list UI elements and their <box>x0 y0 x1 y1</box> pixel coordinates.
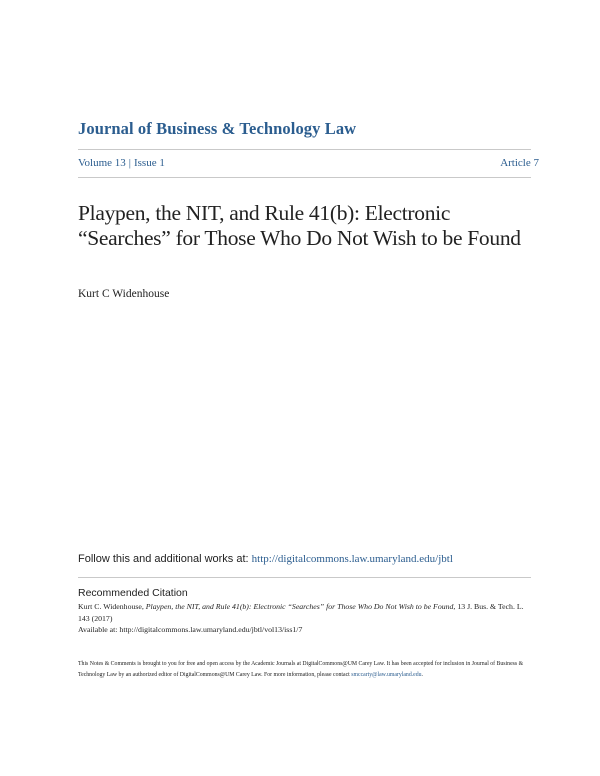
recommended-citation-heading: Recommended Citation <box>78 587 188 599</box>
divider <box>78 577 531 578</box>
divider <box>78 149 531 150</box>
issue-link[interactable]: Issue 1 <box>133 157 165 169</box>
follow-link[interactable]: http://digitalcommons.law.umaryland.edu/jbtl <box>251 553 453 565</box>
author-name[interactable]: Kurt C Widenhouse <box>78 288 170 300</box>
divider <box>78 177 531 178</box>
citation-available-at: Available at: http://digitalcommons.law.umaryland.edu/jbtl/vol13/iss1/7 <box>78 625 303 635</box>
journal-title[interactable]: Journal of Business & Technology Law <box>78 119 357 138</box>
citation-author: Kurt C. Widenhouse, <box>78 602 146 611</box>
footer-note <box>78 659 538 680</box>
article-number-link[interactable]: Article 7 <box>500 157 539 169</box>
article-title[interactable]: Playpen, the NIT, and Rule 41(b): Electronic “Searches” for Those Who Do Not Wish to be Found <box>78 201 521 250</box>
issue-row <box>78 157 539 173</box>
follow-text: Follow this and additional works at: <box>78 553 252 565</box>
follow-line <box>78 553 453 565</box>
issue-separator: | <box>128 157 131 169</box>
footer-end: . <box>421 671 423 678</box>
footer-text: This Notes & Comments is brought to you for free and open access by the Academic Journals at DigitalCommons@UM Carey Law. It has been accepted for inclusion in Journal of Business & Technology Law by an authorized editor of DigitalCommons@UM Carey Law. For more information, please contact <box>78 661 524 678</box>
citation-source: , 13 J. Bus. & Tech. L. 143 (2017) <box>78 602 524 623</box>
citation-title: Playpen, the NIT, and Rule 41(b): Electronic “Searches” for Those Who Do Not Wish to be Found <box>145 602 454 611</box>
citation-text <box>78 601 533 636</box>
volume-issue <box>78 157 165 169</box>
contact-email-link[interactable]: smccarty@law.umaryland.edu <box>351 671 422 678</box>
volume-link[interactable]: Volume 13 <box>78 157 126 169</box>
